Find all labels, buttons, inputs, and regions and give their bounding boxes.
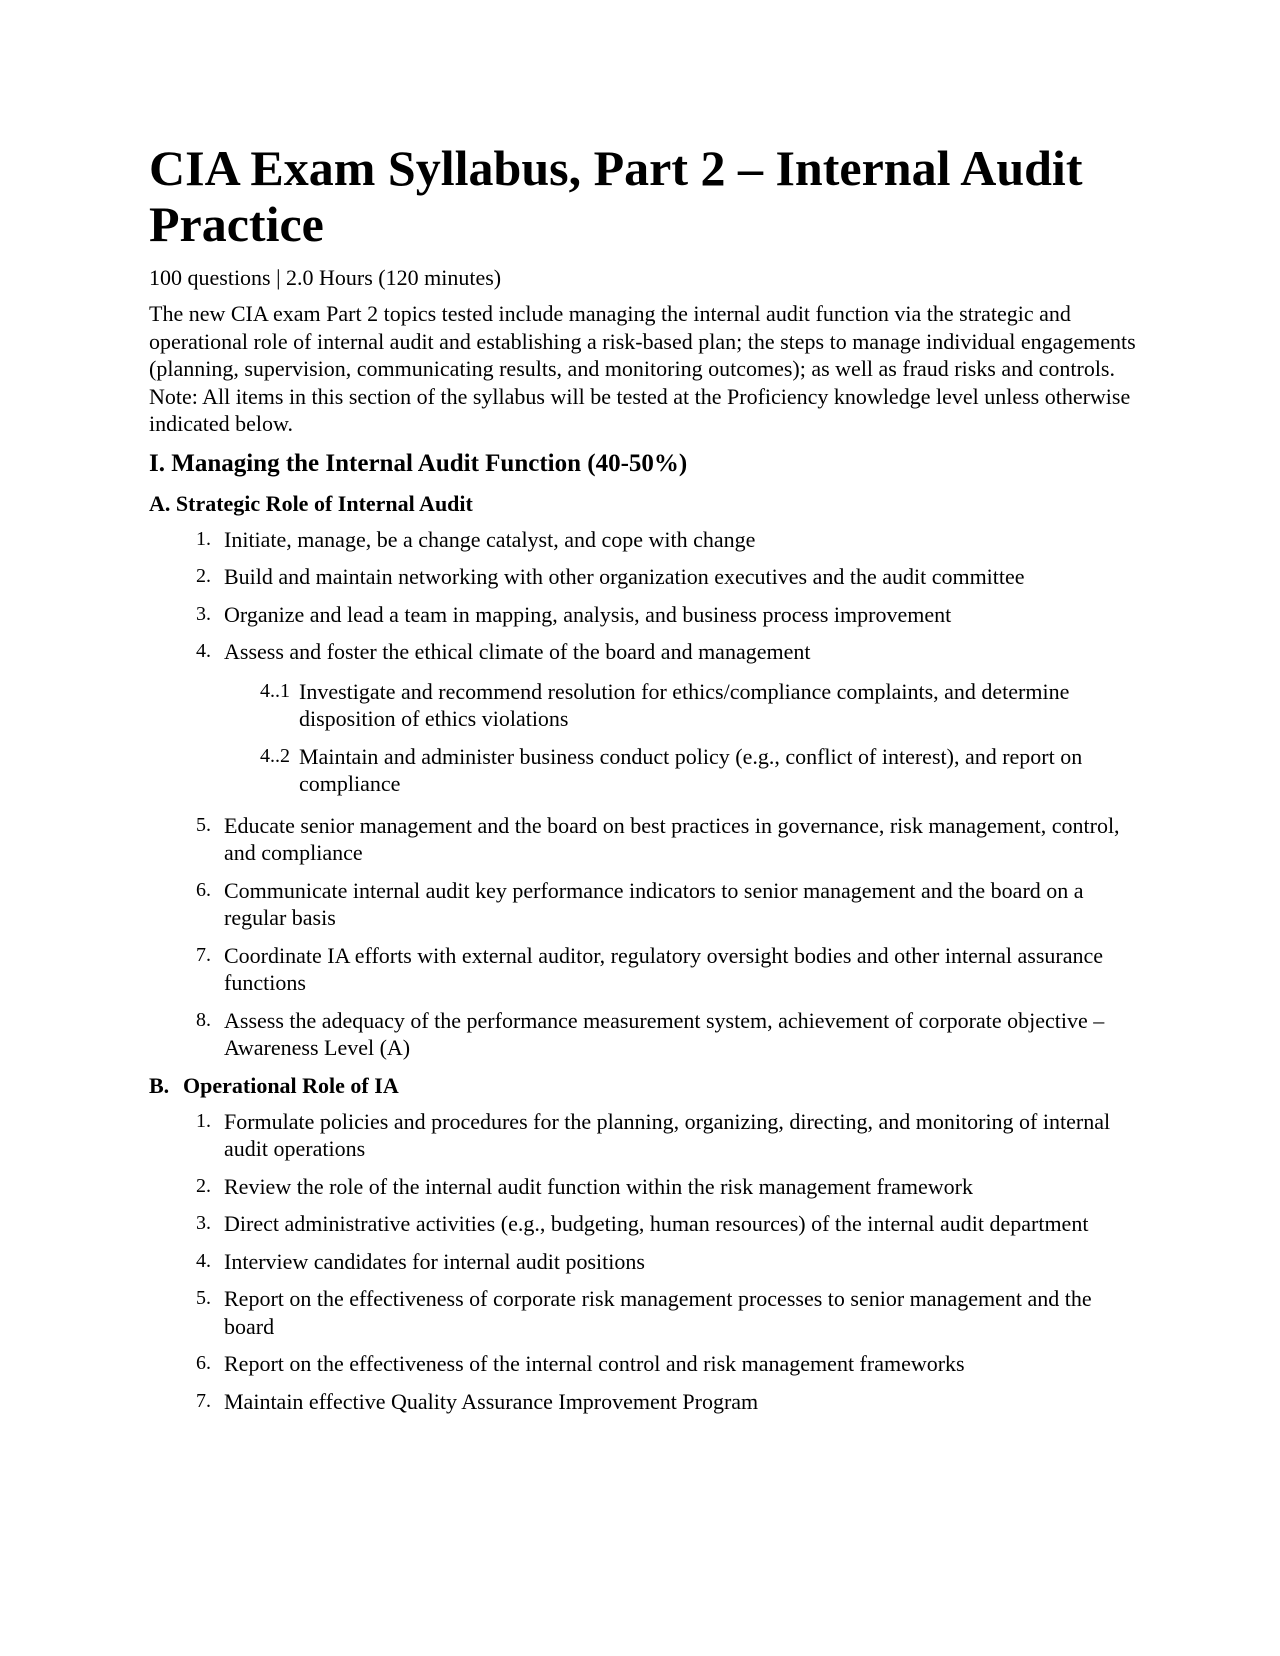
item-text: Assess and foster the ethical climate of the board and management	[224, 639, 811, 664]
sub-item-number: 4..2	[260, 744, 290, 767]
intro-paragraph: The new CIA exam Part 2 topics tested include managing the internal audit function via the strategic and operational role of internal audit and establishing a risk-based plan; the steps to manage individual engagements (planning, supervision, communicating results, and monitoring outcomes); as well as fraud risks and controls. Note: All items in this section of the syllabus will be tested at the Proficiency knowledge level unless otherwise indicated below.	[149, 301, 1136, 436]
list-item	[149, 638, 1139, 666]
item-number: 3.	[196, 1212, 211, 1234]
item-text: Formulate policies and procedures for the planning, organizing, directing, and monitoring of internal audit operations	[224, 1108, 1111, 1161]
section-heading-managing-ia: I. Managing the Internal Audit Function (40-50%)	[149, 449, 688, 477]
list-item	[149, 1173, 1139, 1201]
exam-meta: 100 questions | 2.0 Hours (120 minutes)	[149, 265, 502, 290]
strategic-role-list-continued	[149, 812, 1139, 1062]
item-text: Review the role of the internal audit function within the risk management framework	[224, 1173, 973, 1199]
item-number: 5.	[196, 813, 211, 836]
item-text: Build and maintain networking with other organization executives and the audit committee	[224, 564, 1025, 589]
list-item	[149, 1210, 1139, 1238]
list-item	[149, 526, 1139, 554]
item-text: Interview candidates for internal audit positions	[224, 1248, 645, 1274]
sub-item-number: 4..1	[260, 679, 290, 702]
item-text: Educate senior management and the board on best practices in governance, risk management, control, and compliance	[224, 812, 1120, 865]
list-item	[149, 1350, 1139, 1378]
sub-item-text: Maintain and administer business conduct policy (e.g., conflict of interest), and report on compliance	[299, 743, 1083, 796]
item-text: Report on the effectiveness of corporate risk management processes to senior management and the board	[224, 1286, 1092, 1339]
item-text: Communicate internal audit key performance indicators to senior management and the board on a regular basis	[224, 877, 1084, 930]
item-text: Organize and lead a team in mapping, analysis, and business process improvement	[224, 601, 952, 627]
item-number: 6.	[196, 1352, 211, 1374]
item-text: Report on the effectiveness of the internal control and risk management frameworks	[224, 1351, 965, 1376]
sub-list-item	[149, 678, 1139, 733]
strategic-role-list	[149, 526, 1139, 666]
item-number: 4.	[196, 1249, 211, 1272]
list-item	[149, 1007, 1139, 1062]
item-number: 8.	[196, 1008, 211, 1031]
item-text: Coordinate IA efforts with external auditor, regulatory oversight bodies and other internal assurance functions	[224, 942, 1104, 995]
item-text: Initiate, manage, be a change catalyst, and cope with change	[224, 526, 756, 552]
item-text: Direct administrative activities (e.g., budgeting, human resources) of the internal audit department	[224, 1211, 1089, 1236]
subsection-label: Operational Role of IA	[183, 1072, 399, 1098]
list-item	[149, 1108, 1139, 1163]
item-number: 4.	[196, 640, 211, 662]
list-item	[149, 942, 1139, 997]
list-item	[149, 1248, 1139, 1276]
operational-role-list	[149, 1108, 1139, 1416]
item-text: Maintain effective Quality Assurance Improvement Program	[224, 1388, 759, 1414]
item-number: 3.	[196, 602, 211, 625]
item-number: 2.	[196, 565, 211, 587]
item-number: 1.	[196, 527, 211, 550]
item-number: 1.	[196, 1109, 211, 1132]
page-title: CIA Exam Syllabus, Part 2 – Internal Audit Practice	[149, 140, 1083, 252]
document-page	[149, 140, 1139, 1425]
list-item	[149, 1388, 1139, 1416]
item-number: 6.	[196, 878, 211, 901]
sub-list-item	[149, 743, 1139, 798]
item-number: 2.	[196, 1174, 211, 1197]
sub-item-text: Investigate and recommend resolution for ethics/compliance complaints, and determine disposition of ethics violations	[299, 678, 1070, 731]
list-item	[149, 877, 1139, 932]
item-number: 7.	[196, 943, 211, 966]
list-item	[149, 601, 1139, 629]
list-item	[149, 812, 1139, 867]
list-item	[149, 1285, 1139, 1340]
item-number: 5.	[196, 1287, 211, 1309]
subsection-heading-strategic-role: A. Strategic Role of Internal Audit	[149, 490, 473, 516]
list-item	[149, 563, 1139, 591]
item-text: Assess the adequacy of the performance measurement system, achievement of corporate objective – Awareness Level (A)	[224, 1007, 1105, 1060]
item-number: 7.	[196, 1389, 211, 1412]
subsection-heading-operational-role	[149, 1072, 1139, 1100]
ethics-sublist	[149, 678, 1139, 798]
subsection-letter: B.	[149, 1072, 170, 1098]
